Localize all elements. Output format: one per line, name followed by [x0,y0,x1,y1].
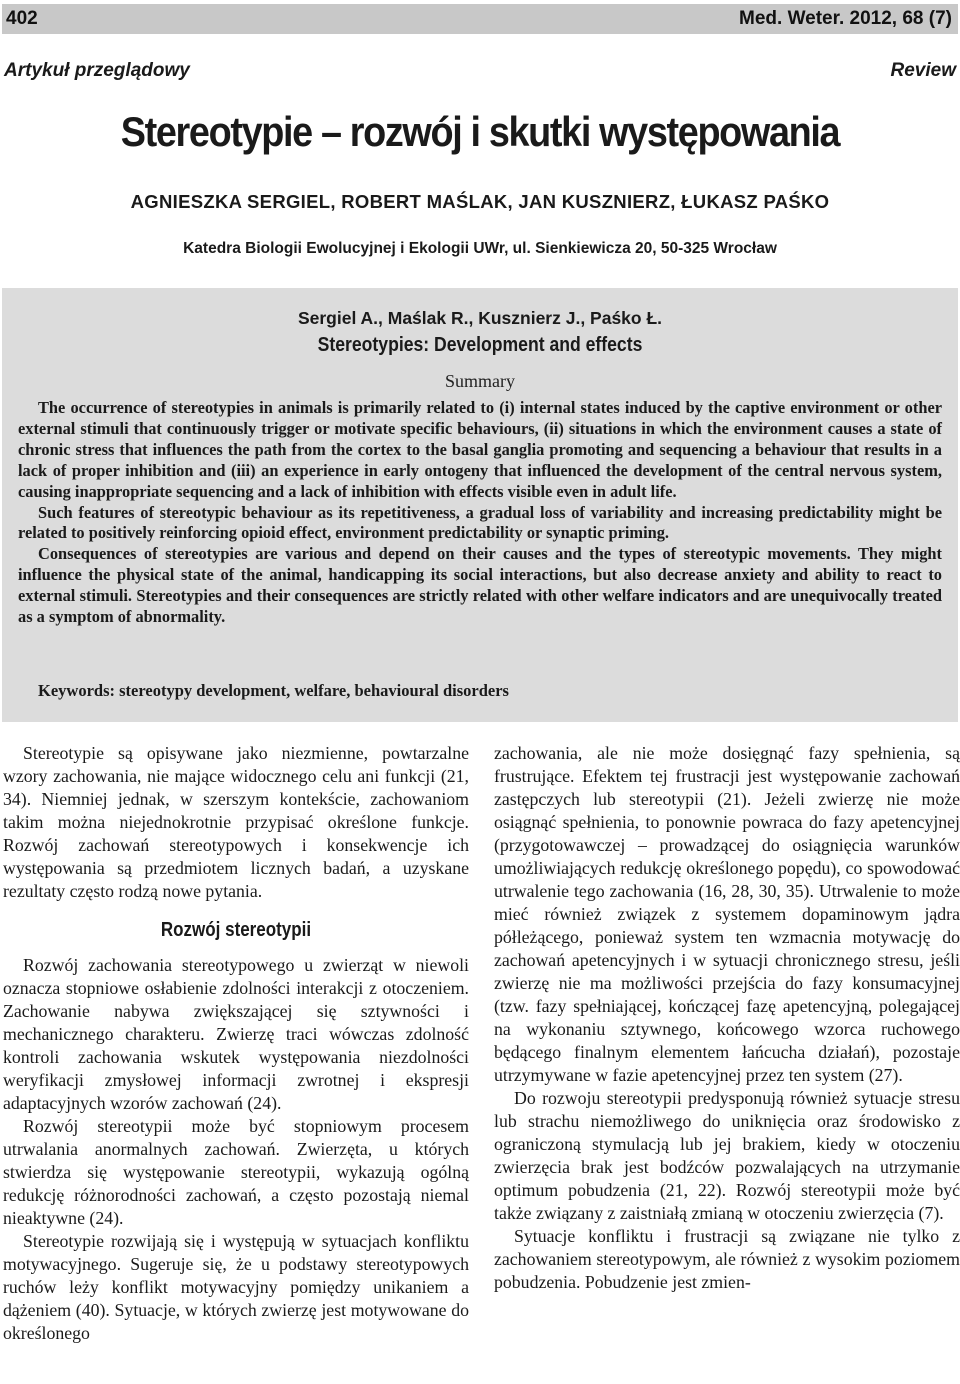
english-title: Stereotypies: Development and effects [317,334,643,356]
english-summary-box [2,288,958,722]
body-paragraph: Rozwój stereotypii może być stopniowym procesem utrwalania anormalnych zachowań. Zwierzęta, u których stwierdza się występowanie stereotypii, wykazują ogólną redukcję różnorodności zachowań, a często pozostają niemal nieaktywne (24). [3,1116,469,1228]
body-column-left [3,742,469,1345]
body-paragraph: Sytuacje konfliktu i frustracji są związane nie tylko z zachowaniem stereotypowym, ale również z wysokim poziomem pobudzenia. Pobudzenie jest zmien- [494,1226,960,1292]
body-paragraph: Rozwój zachowania stereotypowego u zwierząt w niewoli oznacza stopniowe osłabienie zdolności interakcji z otoczeniem. Zachowanie nabywa zwiększającej się sztywności i mechanicznego charakteru. Zwierzę traci wówczas zdolność kontroli zachowania wskutek występowania niezdolności weryfikacji zmysłowej informacji zwrotnej i ekspresji adaptacyjnych wzorów zachowań (24). [3,955,469,1113]
journal-citation: Med. Weter. 2012, 68 (7) [739,8,952,29]
affiliation: Katedra Biologii Ewolucyjnej i Ekologii UWr, ul. Sienkiewicza 20, 50-325 Wrocław [183,240,777,257]
body-paragraph: Do rozwoju stereotypii predysponują również sytuacje stresu lub strachu niemożliwego do uniknięcia oraz środowisko z ograniczoną stymulacją lub jej brakiem, kiedy w otoczeniu zwierzęcia brak jest bodźców pozwalających na utrzymanie optimum pobudzenia (21, 22). Rozwój stereotypii może być także związany z zaistniałą zmianą w otoczeniu zwierzęcia (7). [494,1088,960,1223]
summary-citation: Sergiel A., Maślak R., Kusznierz J., Paśko Ł. [297,308,663,328]
article-type-english: Review [890,60,956,81]
article-type-polish: Artykuł przeglądowy [4,60,190,81]
section-heading: Rozwój stereotypii [160,919,312,941]
body-paragraph: Stereotypie rozwijają się i występują w sytuacjach konfliktu motywacyjnego. Sugeruje się, że u podstawy stereotypowych ruchów leży konflikt motywacyjny pomiędzy unikaniem a dążeniem (40). Sytuacje, w których zwierzę jest motywowane do określonego [3,1231,469,1343]
article-title: Stereotypie – rozwój i skutki występowania [120,108,840,155]
keywords: Keywords: stereotypy development, welfare, behavioural disorders [38,681,509,700]
article-type-row [4,60,956,82]
summary-body [18,398,942,628]
running-header [2,4,958,34]
body-column-right [494,742,960,1294]
summary-paragraph: Such features of stereotypic behaviour as its repetitiveness, a gradual loss of variability and increasing predictability might be related to positively reinforcing opioid effect, environment predictability or synaptic priming. [18,502,942,543]
summary-paragraph: The occurrence of stereotypies in animals is primarily related to (i) internal states induced by the captive environment or other external stimuli that continuously trigger or motivate specific behaviours, (ii) situations in which the environment causes a state of chronic stress that influences the path from the cortex to the basal ganglia promoting and sequencing a behaviour that results in a lack of proper inhibition and (iii) an experience in early ontogeny that influenced the development of the central nervous system, causing inappropriate sequencing and a lack of inhibition with effects visible even in adult life. [18,398,942,501]
intro-paragraph: Stereotypie są opisywane jako niezmienne, powtarzalne wzory zachowania, nie mające widocznego celu ani funkcji (21, 34). Niemniej jednak, w szerszym kontekście, zachowaniom takim można niejednokrotnie przypisać określone funkcje. Rozwój zachowań stereotypowych i konsekwencje ich występowania są przedmiotem licznych badań, a uzyskane rezultaty często rodzą nowe pytania. [3,743,469,901]
summary-paragraph: Consequences of stereotypies are various and depend on their causes and the types of stereotypic movements. They might influence the physical state of the animal, handicapping its social interactions, but also decrease anxiety and ability to react to external stimuli. Stereotypies and their consequences are strictly related with other welfare indicators and are unequivocally treated as a symptom of abnormality. [18,544,942,627]
summary-heading: Summary [445,371,515,391]
body-paragraph: zachowania, ale nie może dosięgnąć fazy spełnienia, są frustrujące. Efektem tej frustracji jest występowanie zachowań zastępczych lub stereotypii (21). Jeżeli zwierzę nie może osiągnąć spełnienia, to ponownie powraca do fazy apetencyjnej (przygotowawczej – prowadzącej do osiągnięcia warunków umożliwiających redukcję określonego popędu), co spowodować utrwalenie tego zachowania (16, 28, 30, 35). Utrwalenie to może mieć również związek z systemem dopaminowym jądra półleżącego, ponieważ system ten wzmacnia motywację do zachowań apetencyjnych i w sytuacji chronicznego stresu, jeśli zwierzę nie ma możliwości przejścia do fazy konsumacyjnej (tzw. fazy spełniającej, kończącej fazę apetencyjną, polegającej na wykonaniu sztywnego, końcowego wzorca ruchowego będącego finalnym elementem łańcucha działań), pozostaje utrzymywane w fazie apetencyjnej przez ten system (27). [494,743,960,1085]
author-list: AGNIESZKA SERGIEL, ROBERT MAŚLAK, JAN KUSZNIERZ, ŁUKASZ PAŚKO [130,191,830,212]
page-number: 402 [6,8,38,29]
